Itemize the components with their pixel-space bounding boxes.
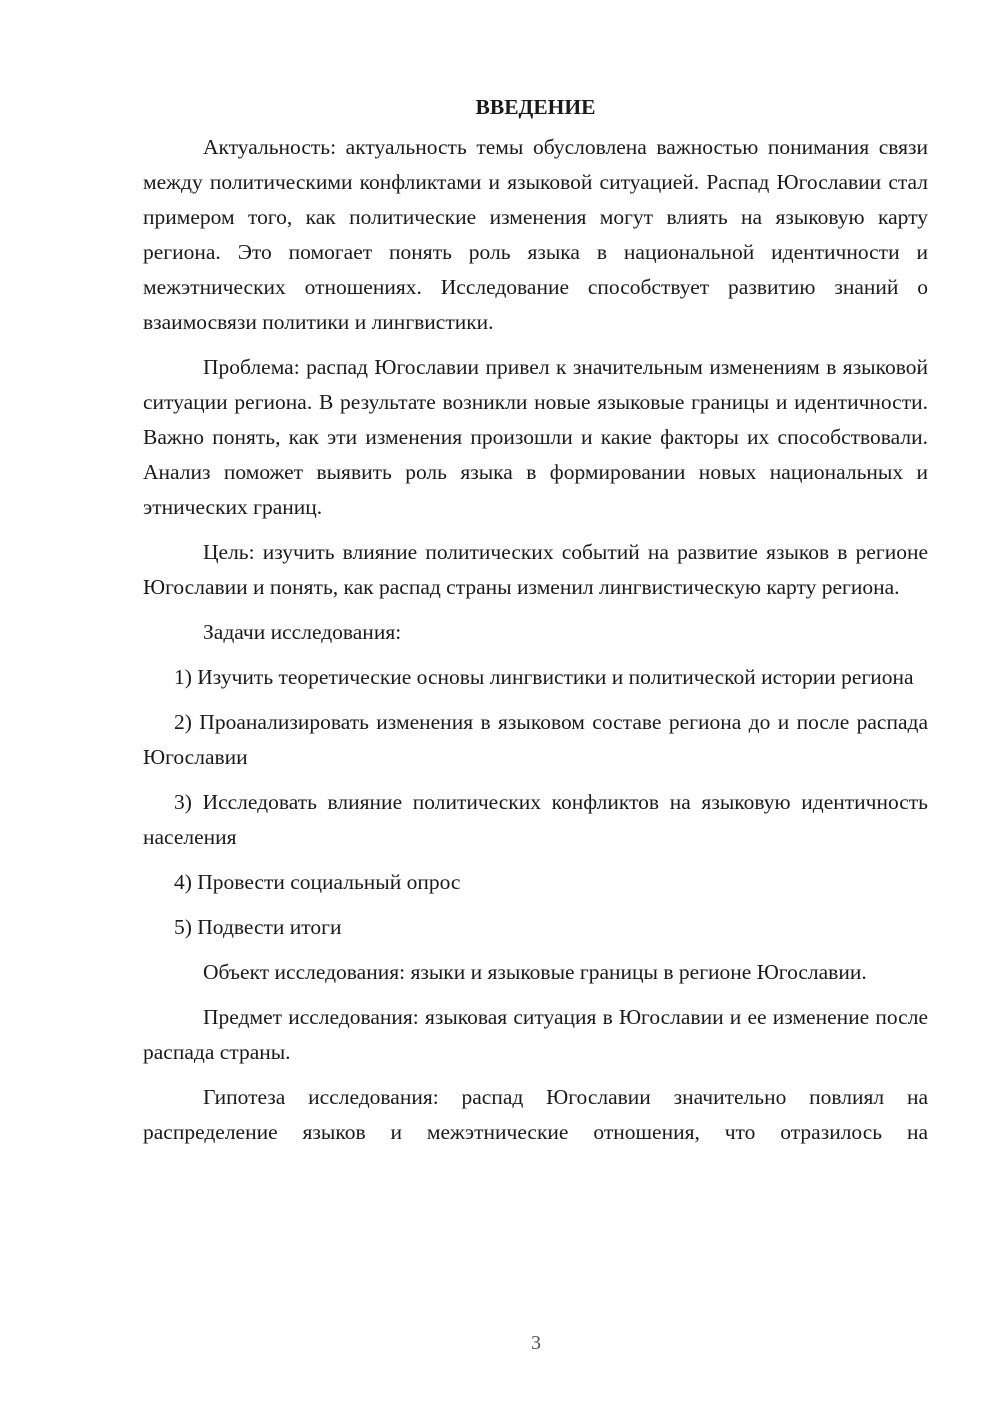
paragraph-problem: Проблема: распад Югославии привел к значительным изменениям в языковой ситуации региона. В результате возникли новые языковые границы и идентичности. Важно понять, как эти изменения произошли и какие факторы их способствовали. Анализ поможет выявить роль языка в формировании новых национальных и этнических границ. xyxy=(143,355,928,519)
paragraph-relevance: Актуальность: актуальность темы обусловлена важностью понимания связи между политическими конфликтами и языковой ситуацией. Распад Югославии стал примером того, как политические изменения могут влиять на языковую карту региона. Это помогает понять роль языка в национальной идентичности и межэтнических отношениях. Исследование способствует развитию знаний о взаимосвязи политики и лингвистики. xyxy=(143,135,928,334)
page-number: 3 xyxy=(531,1332,541,1354)
document-body xyxy=(143,90,928,1160)
paragraph-goal: Цель: изучить влияние политических событий на развитие языков в регионе Югославии и понять, как распад страны изменил лингвистическую карту региона. xyxy=(143,540,928,599)
paragraph-hypothesis: Гипотеза исследования: распад Югославии значительно повлиял на распределение языков и межэтнические отношения, что отразилось на xyxy=(143,1085,928,1144)
list-item: 5) Подвести итоги xyxy=(174,915,342,939)
paragraph-subject: Предмет исследования: языковая ситуация в Югославии и ее изменение после распада страны. xyxy=(143,1005,928,1064)
tasks-list xyxy=(143,660,928,945)
paragraph-tasks-intro: Задачи исследования: xyxy=(203,620,402,644)
list-item: 4) Провести социальный опрос xyxy=(174,870,461,894)
list-item: 1) Изучить теоретические основы лингвистики и политической истории региона xyxy=(174,665,914,689)
paragraph-object: Объект исследования: языки и языковые границы в регионе Югославии. xyxy=(203,960,867,984)
list-item: 3) Исследовать влияние политических конфликтов на языковую идентичность населения xyxy=(143,790,928,849)
page-title: ВВЕДЕНИЕ xyxy=(475,95,596,119)
list-item: 2) Проанализировать изменения в языковом составе региона до и после распада Югославии xyxy=(143,710,928,769)
